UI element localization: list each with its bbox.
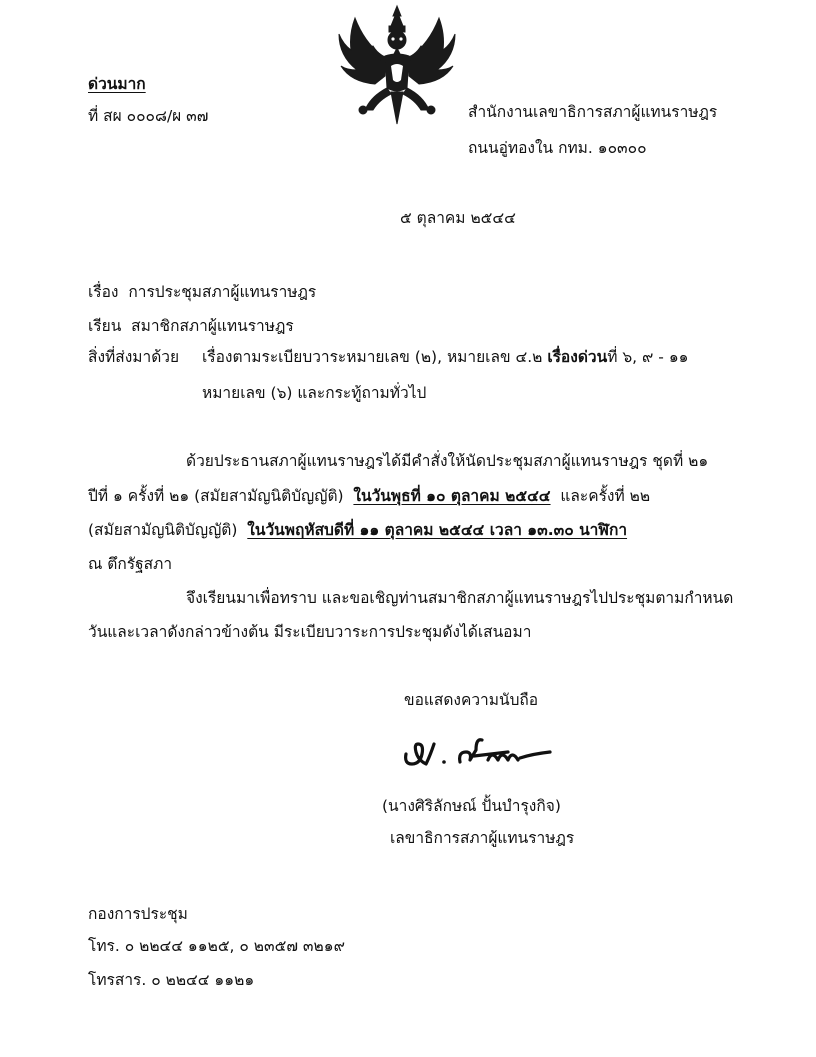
fax-number: โทรสาร. ๐ ๒๒๔๔ ๑๑๒๑ — [88, 971, 255, 989]
department-name: กองการประชุม — [88, 905, 188, 923]
meeting-date-1: ในวันพุธที่ ๑๐ ตุลาคม ๒๕๔๔ — [353, 487, 551, 505]
meeting-date-2: ในวันพฤหัสบดีที่ ๑๑ ตุลาคม ๒๕๔๔ เวลา ๑๓.๓๐ นาฬิกา — [247, 521, 628, 539]
signer-title: เลขาธิการสภาผู้แทนราษฎร — [390, 829, 575, 847]
body-p1-l2-a: ปีที่ ๑ ครั้งที่ ๒๑ (สมัยสามัญนิติบัญญัติ) — [88, 487, 344, 505]
signer-name: (นางศิริลักษณ์ ปั้นบำรุงกิจ) — [382, 797, 561, 815]
enclosure-text-c: ที่ ๖, ๙ - ๑๑ — [607, 348, 689, 366]
urgency-label: ด่วนมาก — [88, 75, 146, 93]
body-p1-line-4: ณ ตึกรัฐสภา — [88, 555, 173, 573]
body-p1-line-2 — [88, 486, 650, 506]
enclosure-urgent: เรื่องด่วน — [547, 348, 608, 366]
garuda-emblem — [335, 4, 459, 128]
addressee-text: สมาชิกสภาผู้แทนราษฎร — [131, 317, 294, 335]
reference-number: ที่ สผ ๐๐๐๘/ผ ๓๗ — [88, 107, 209, 125]
addressee-label: เรียน — [88, 317, 122, 335]
subject-label: เรื่อง — [88, 283, 119, 301]
letter-date: ๕ ตุลาคม ๒๕๔๔ — [400, 209, 516, 227]
addressee-line — [88, 316, 294, 336]
body-p2-line-2: วันและเวลาดังกล่าวข้างต้น มีระเบียบวาระการประชุมดังได้เสนอมา — [88, 623, 532, 641]
office-name: สำนักงานเลขาธิการสภาผู้แทนราษฎร — [468, 103, 718, 121]
body-p1-line-1: ด้วยประธานสภาผู้แทนราษฎรได้มีคำสั่งให้นัดประชุมสภาผู้แทนราษฎร ชุดที่ ๒๑ — [186, 452, 709, 470]
enclosure-text-a: เรื่องตามระเบียบวาระหมายเลข (๒), หมายเลข ๔.๒ — [202, 348, 543, 366]
office-address: ถนนอู่ทองใน กทม. ๑๐๓๐๐ — [468, 139, 647, 157]
body-p1-l2-c: และครั้งที่ ๒๒ — [560, 487, 651, 505]
subject-text: การประชุมสภาผู้แทนราษฎร — [128, 283, 317, 301]
closing-regards: ขอแสดงความนับถือ — [404, 691, 539, 709]
body-p2-line-1: จึงเรียนมาเพื่อทราบ และขอเชิญท่านสมาชิกสภาผู้แทนราษฎรไปประชุมตามกำหนด — [186, 589, 734, 607]
phone-numbers: โทร. ๐ ๒๒๔๔ ๑๑๒๕, ๐ ๒๓๕๗ ๓๒๑๙ — [88, 937, 345, 955]
body-p1-l3-a: (สมัยสามัญนิติบัญญัติ) — [88, 521, 238, 539]
enclosure-line-2: หมายเลข (๖) และกระทู้ถามทั่วไป — [202, 384, 427, 402]
subject-line — [88, 282, 316, 302]
signature-image — [400, 730, 560, 772]
enclosure-line-1 — [202, 347, 689, 367]
body-p1-line-3 — [88, 520, 627, 540]
enclosure-label: สิ่งที่ส่งมาด้วย — [88, 348, 180, 366]
